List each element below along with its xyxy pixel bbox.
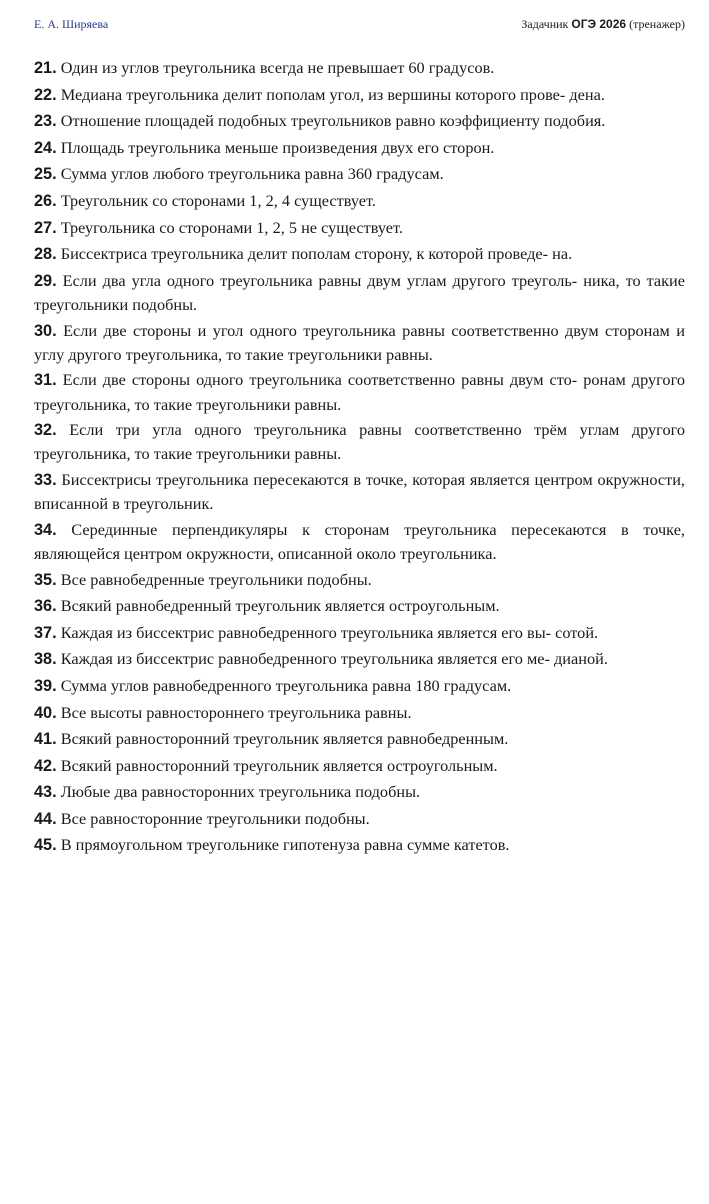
statement-item xyxy=(34,242,685,266)
statement-item xyxy=(34,780,685,804)
statement-text: Площадь треугольника меньше произведения двух его сторон. xyxy=(60,137,495,157)
statement-text: Всякий равносторонний треугольник является остроугольным. xyxy=(60,755,498,775)
statement-item xyxy=(34,216,685,240)
statement-number: 22. xyxy=(34,85,57,104)
statement-number: 41. xyxy=(34,730,57,749)
statement-item xyxy=(34,269,685,316)
statement-item xyxy=(34,674,685,698)
statement-text: Один из углов треугольника всегда не превышает 60 градусов. xyxy=(60,58,495,77)
statement-item xyxy=(34,136,685,160)
statement-number: 40. xyxy=(34,703,57,722)
statement-text: Если три угла одного треугольника равны соответственно трём углам другого треугольника, то такие треугольники равны. xyxy=(34,420,685,464)
statement-item xyxy=(34,368,685,415)
statement-item xyxy=(34,319,685,366)
statement-text: Всякий равнобедренный треугольник является остроугольным. xyxy=(60,596,500,616)
statement-item xyxy=(34,189,685,213)
statement-item xyxy=(34,56,685,80)
statement-text: Треугольника со сторонами 1, 2, 5 не существует. xyxy=(60,217,403,237)
statement-number: 30. xyxy=(34,321,57,340)
statement-list xyxy=(34,56,685,860)
statement-item xyxy=(34,568,685,592)
statement-number: 42. xyxy=(34,756,57,775)
statement-item xyxy=(34,468,685,515)
statement-text: Все равносторонние треугольники подобны. xyxy=(60,808,370,828)
statement-number: 39. xyxy=(34,676,57,695)
statement-number: 32. xyxy=(34,421,57,440)
statement-number: 43. xyxy=(34,783,57,802)
statement-number: 28. xyxy=(34,245,57,264)
statement-number: 34. xyxy=(34,520,57,539)
statement-item xyxy=(34,727,685,751)
statement-number: 26. xyxy=(34,191,57,210)
statement-number: 44. xyxy=(34,809,57,828)
statement-text: Биссектрисы треугольника пересекаются в точке, которая является центром окружности, вписанной в треугольник. xyxy=(34,469,685,514)
statement-number: 37. xyxy=(34,623,57,642)
book-title-prefix: Задачник xyxy=(521,17,569,31)
statement-item xyxy=(34,647,685,671)
author-name: Е. А. Ширяева xyxy=(34,17,109,31)
statement-text: Каждая из биссектрис равнобедренного треугольника является его вы- сотой. xyxy=(60,622,599,642)
book-title xyxy=(521,14,685,34)
statement-number: 33. xyxy=(34,470,57,489)
statement-item xyxy=(34,701,685,725)
statement-number: 24. xyxy=(34,138,57,157)
statement-text: Серединные перпендикуляры к сторонам треугольника пересекаются в точке, являющейся центром окружности, описанной около треугольника. xyxy=(34,519,685,563)
statement-text: Все высоты равностороннего треугольника равны. xyxy=(60,702,412,722)
statement-text: Сумма углов равнобедренного треугольника равна 180 градусам. xyxy=(60,675,512,695)
statement-text: Всякий равносторонний треугольник является равнобедренным. xyxy=(60,729,509,749)
statement-number: 35. xyxy=(34,570,57,589)
statement-number: 31. xyxy=(34,371,57,390)
statement-number: 27. xyxy=(34,218,57,237)
statement-number: 45. xyxy=(34,836,57,855)
statement-item xyxy=(34,833,685,857)
statement-text: Любые два равносторонних треугольника подобны. xyxy=(60,782,421,802)
statement-number: 29. xyxy=(34,271,57,290)
statement-item xyxy=(34,83,685,107)
statement-text: Все равнобедренные треугольники подобны. xyxy=(60,569,372,589)
statement-number: 36. xyxy=(34,597,57,616)
statement-text: Если две стороны одного треугольника соответственно равны двум сто- ронам другого треугольника, то такие треугольники равны. xyxy=(34,370,685,414)
statement-text: Каждая из биссектрис равнобедренного треугольника является его ме- дианой. xyxy=(60,649,608,669)
statement-item xyxy=(34,754,685,778)
statement-number: 38. xyxy=(34,650,57,669)
statement-text: В прямоугольном треугольнике гипотенуза равна сумме катетов. xyxy=(60,835,510,855)
statement-number: 23. xyxy=(34,112,57,131)
statement-item xyxy=(34,518,685,565)
book-title-suffix: (тренажер) xyxy=(629,17,685,31)
statement-text: Отношение площадей подобных треугольников равно коэффициенту подобия. xyxy=(60,111,606,131)
statement-text: Если два угла одного треугольника равны двум углам другого треуголь- ника, то такие треугольники подобны. xyxy=(34,270,685,314)
statement-item xyxy=(34,807,685,831)
statement-text: Сумма углов любого треугольника равна 360 градусам. xyxy=(60,164,444,184)
statement-number: 21. xyxy=(34,59,57,77)
page-header xyxy=(34,14,685,34)
statement-item xyxy=(34,594,685,618)
statement-number: 25. xyxy=(34,165,57,184)
statement-item xyxy=(34,418,685,465)
statement-item xyxy=(34,162,685,186)
statement-text: Медиана треугольника делит пополам угол, из вершины которого прове- дена. xyxy=(60,84,605,104)
statement-text: Биссектриса треугольника делит пополам сторону, к которой проведе- на. xyxy=(60,244,573,264)
statement-text: Треугольник со сторонами 1, 2, 4 существует. xyxy=(60,190,376,210)
statement-item xyxy=(34,621,685,645)
statement-text: Если две стороны и угол одного треугольника равны соответственно двум сторонам и углу другого треугольника, то такие треугольники равны. xyxy=(34,320,685,364)
statement-item xyxy=(34,109,685,133)
book-title-bold: ОГЭ 2026 xyxy=(571,17,627,31)
